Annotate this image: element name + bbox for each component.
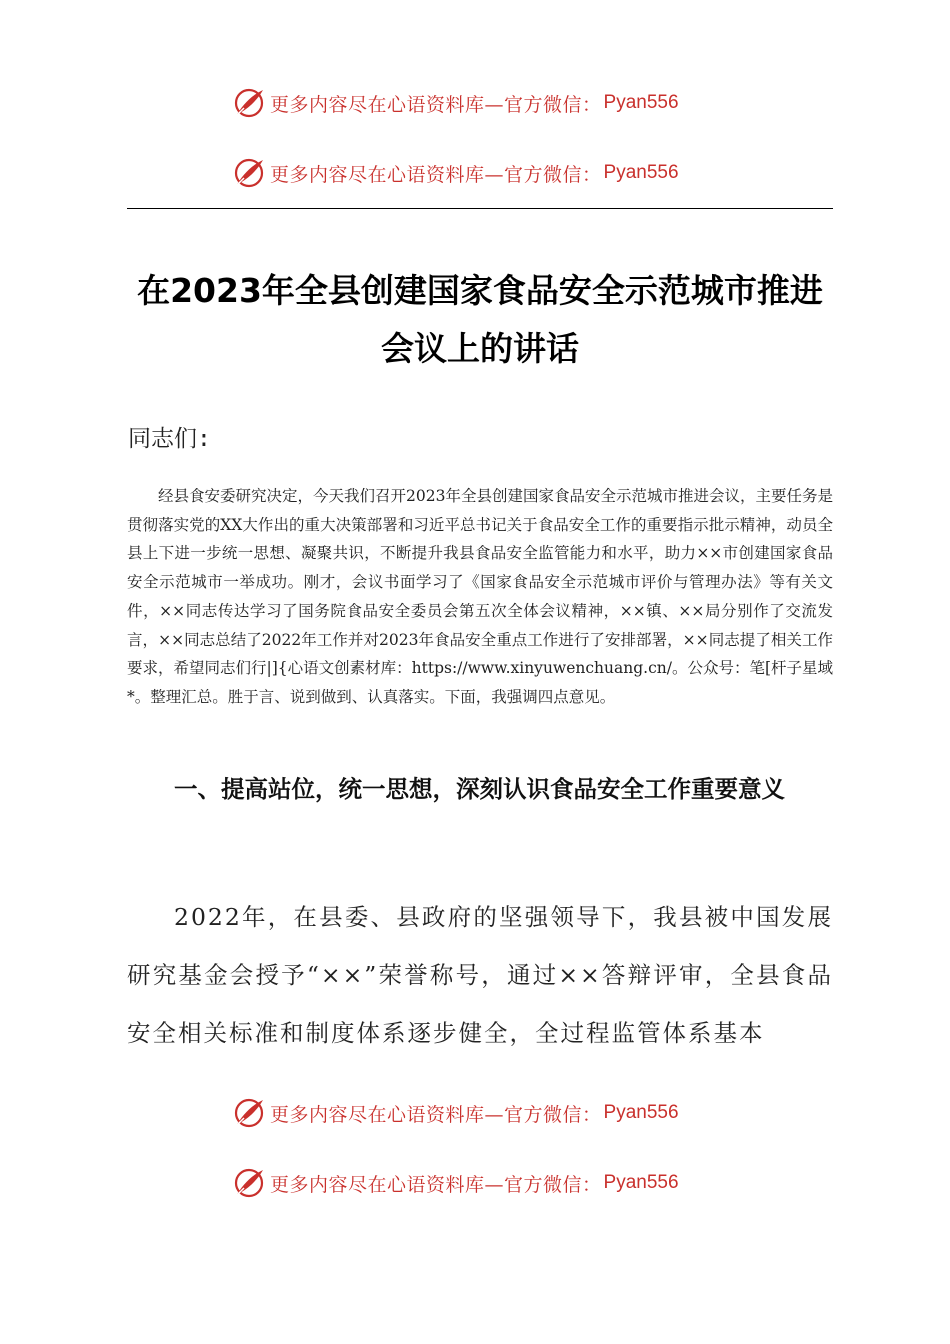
watermark-footer-1	[232, 1095, 679, 1131]
watermark-text: 更多内容尽在心语资料库—官方微信：	[270, 1173, 602, 1196]
feather-pen-icon	[232, 156, 266, 190]
watermark-footer-2	[232, 1165, 679, 1201]
watermark-wechat-id: Pyan556	[603, 1172, 679, 1193]
feather-pen-icon	[232, 1166, 266, 1200]
watermark-wechat-id: Pyan556	[603, 162, 679, 183]
watermark-text: 更多内容尽在心语资料库—官方微信：	[270, 93, 602, 116]
section-heading-1: 一、提高站位，统一思想，深刻认识食品安全工作重要意义	[174, 775, 785, 803]
feather-pen-icon	[232, 86, 266, 120]
watermark-header-1	[232, 85, 679, 121]
section-1-paragraph: 2022年，在县委、县政府的坚强领导下，我县被中国发展研究基金会授予“××”荣誉称号，通过××答辩评审，全县食品安全相关标准和制度体系逐步健全，全过程监管体系基本	[127, 903, 833, 1047]
feather-pen-icon	[232, 1096, 266, 1130]
greeting: 同志们:	[128, 426, 211, 452]
watermark-text: 更多内容尽在心语资料库—官方微信：	[270, 163, 602, 186]
watermark-wechat-id: Pyan556	[603, 92, 679, 113]
watermark-wechat-id: Pyan556	[603, 1102, 679, 1123]
document-title: 在2023年全县创建国家食品安全示范城市推进会议上的讲话	[137, 271, 823, 368]
watermark-text: 更多内容尽在心语资料库—官方微信：	[270, 1103, 602, 1126]
header-divider	[127, 208, 833, 209]
intro-paragraph: 经县食安委研究决定，今天我们召开2023年全县创建国家食品安全示范城市推进会议，主要任务是贯彻落实党的XX大作出的重大决策部署和习近平总书记关于食品安全工作的重要指示批示精神，动员全县上下进一步统一思想、凝聚共识，不断提升我县食品安全监管能力和水平，助力××市创建国家食品安全示范城市一举成功。刚才，会议书面学习了《国家食品安全示范城市评价与管理办法》等有关文件，××同志传达学习了国务院食品安全委员会第五次全体会议精神，××镇、××局分别作了交流发言，××同志总结了2022年工作并对2023年食品安全重点工作进行了安排部署，××同志提了相关工作要求，希望同志们行|]{心语文创素材库：https://www.xinyuwenchuang.cn/。公众号：笔[杆子星域*。整理汇总。胜于言、说到做到、认真落实。下面，我强调四点意见。	[127, 487, 834, 706]
watermark-header-2	[232, 155, 679, 191]
